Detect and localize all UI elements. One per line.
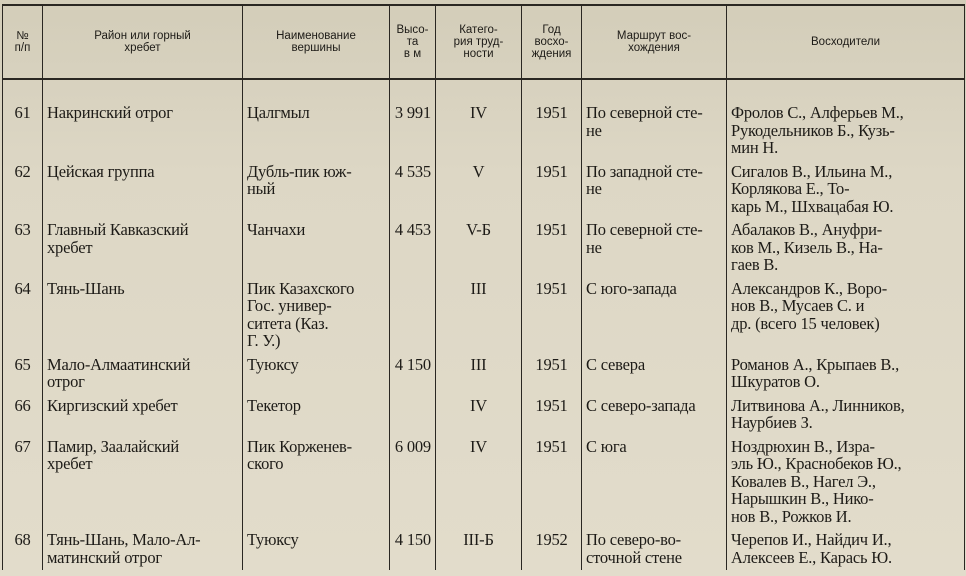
- cell-peak: Пик Корженев- ского: [243, 436, 390, 530]
- cell-year: 1951: [522, 395, 582, 436]
- header-number: № п/п: [3, 5, 43, 79]
- cell-height: 3 991: [390, 102, 436, 161]
- table-row: [3, 219, 965, 278]
- cell-year: 1951: [522, 354, 582, 395]
- cell-route: С юго-запада: [582, 278, 727, 354]
- cell-category: IV: [436, 436, 522, 530]
- cell-height: 4 453: [390, 219, 436, 278]
- table-row: [3, 102, 965, 161]
- cell-category: III: [436, 354, 522, 395]
- cell-number: 66: [3, 395, 43, 436]
- cell-peak: Туюксу: [243, 529, 390, 570]
- table-row: [3, 161, 965, 220]
- cell-route: С севера: [582, 354, 727, 395]
- cell-region: Накринский отрог: [43, 102, 243, 161]
- cell-year: 1952: [522, 529, 582, 570]
- cell-height: 4 150: [390, 529, 436, 570]
- cell-route: С северо-запада: [582, 395, 727, 436]
- cell-number: 65: [3, 354, 43, 395]
- cell-climbers: Ноздрюхин В., Изра- эль Ю., Краснобеков Ю., Ковалев В., Нагел Э., Нарышкин В., Нико- нов В., Рожков И.: [727, 436, 965, 530]
- cell-year: 1951: [522, 161, 582, 220]
- cell-route: По северной сте- не: [582, 102, 727, 161]
- cell-height: 6 009: [390, 436, 436, 530]
- cell-number: 62: [3, 161, 43, 220]
- cell-climbers: Романов А., Крыпаев В., Шкуратов О.: [727, 354, 965, 395]
- cell-climbers: Сигалов В., Ильина М., Корлякова Е., То- карь М., Шхвацабая Ю.: [727, 161, 965, 220]
- header-category: Катего- рия труд- ности: [436, 5, 522, 79]
- cell-number: 63: [3, 219, 43, 278]
- cell-region: Памир, Заалайский хребет: [43, 436, 243, 530]
- table-row: [3, 354, 965, 395]
- cell-route: С юга: [582, 436, 727, 530]
- cell-peak: Дубль-пик юж- ный: [243, 161, 390, 220]
- cell-climbers: Александров К., Воро- нов В., Мусаев С. и др. (всего 15 человек): [727, 278, 965, 354]
- cell-number: 61: [3, 102, 43, 161]
- cell-height: [390, 395, 436, 436]
- cell-climbers: Фролов С., Алферьев М., Рукодельников Б., Кузь- мин Н.: [727, 102, 965, 161]
- cell-category: V-Б: [436, 219, 522, 278]
- cell-year: 1951: [522, 102, 582, 161]
- cell-year: 1951: [522, 436, 582, 530]
- table-row: [3, 278, 965, 354]
- cell-region: Цейская группа: [43, 161, 243, 220]
- table-row: [3, 395, 965, 436]
- cell-region: Тянь-Шань: [43, 278, 243, 354]
- table-header: [3, 5, 965, 79]
- cell-year: 1951: [522, 278, 582, 354]
- header-year: Год восхо- ждения: [522, 5, 582, 79]
- cell-peak: Чанчахи: [243, 219, 390, 278]
- cell-route: По северной сте- не: [582, 219, 727, 278]
- table-row: [3, 529, 965, 570]
- cell-peak: Цалгмыл: [243, 102, 390, 161]
- cell-height: 4 535: [390, 161, 436, 220]
- header-route: Маршрут вос- хождения: [582, 5, 727, 79]
- cell-number: 68: [3, 529, 43, 570]
- cell-region: Главный Кавказский хребет: [43, 219, 243, 278]
- cell-category: V: [436, 161, 522, 220]
- cell-region: Киргизский хребет: [43, 395, 243, 436]
- cell-climbers: Литвинова А., Линников, Наурбиев З.: [727, 395, 965, 436]
- cell-route: По северо-во- сточной стене: [582, 529, 727, 570]
- cell-climbers: Черепов И., Найдич И., Алексеев Е., Карась Ю.: [727, 529, 965, 570]
- table-row: [3, 436, 965, 530]
- cell-category: III-Б: [436, 529, 522, 570]
- cell-region: Мало-Алмаатинский отрог: [43, 354, 243, 395]
- cell-climbers: Абалаков В., Ануфри- ков М., Кизель В., На- гаев В.: [727, 219, 965, 278]
- header-region: Район или горный хребет: [43, 5, 243, 79]
- cell-height: [390, 278, 436, 354]
- ascents-table: [2, 4, 965, 570]
- cell-number: 64: [3, 278, 43, 354]
- cell-year: 1951: [522, 219, 582, 278]
- header-climbers: Восходители: [727, 5, 965, 79]
- cell-category: III: [436, 278, 522, 354]
- cell-route: По западной сте- не: [582, 161, 727, 220]
- header-peak: Наименование вершины: [243, 5, 390, 79]
- header-height: Высо- та в м: [390, 5, 436, 79]
- spacer-row: [3, 79, 965, 102]
- cell-peak: Пик Казахского Гос. универ- ситета (Каз. Г. У.): [243, 278, 390, 354]
- cell-category: IV: [436, 102, 522, 161]
- cell-peak: Туюксу: [243, 354, 390, 395]
- cell-height: 4 150: [390, 354, 436, 395]
- cell-category: IV: [436, 395, 522, 436]
- cell-region: Тянь-Шань, Мало-Ал- матинский отрог: [43, 529, 243, 570]
- cell-peak: Текетор: [243, 395, 390, 436]
- cell-number: 67: [3, 436, 43, 530]
